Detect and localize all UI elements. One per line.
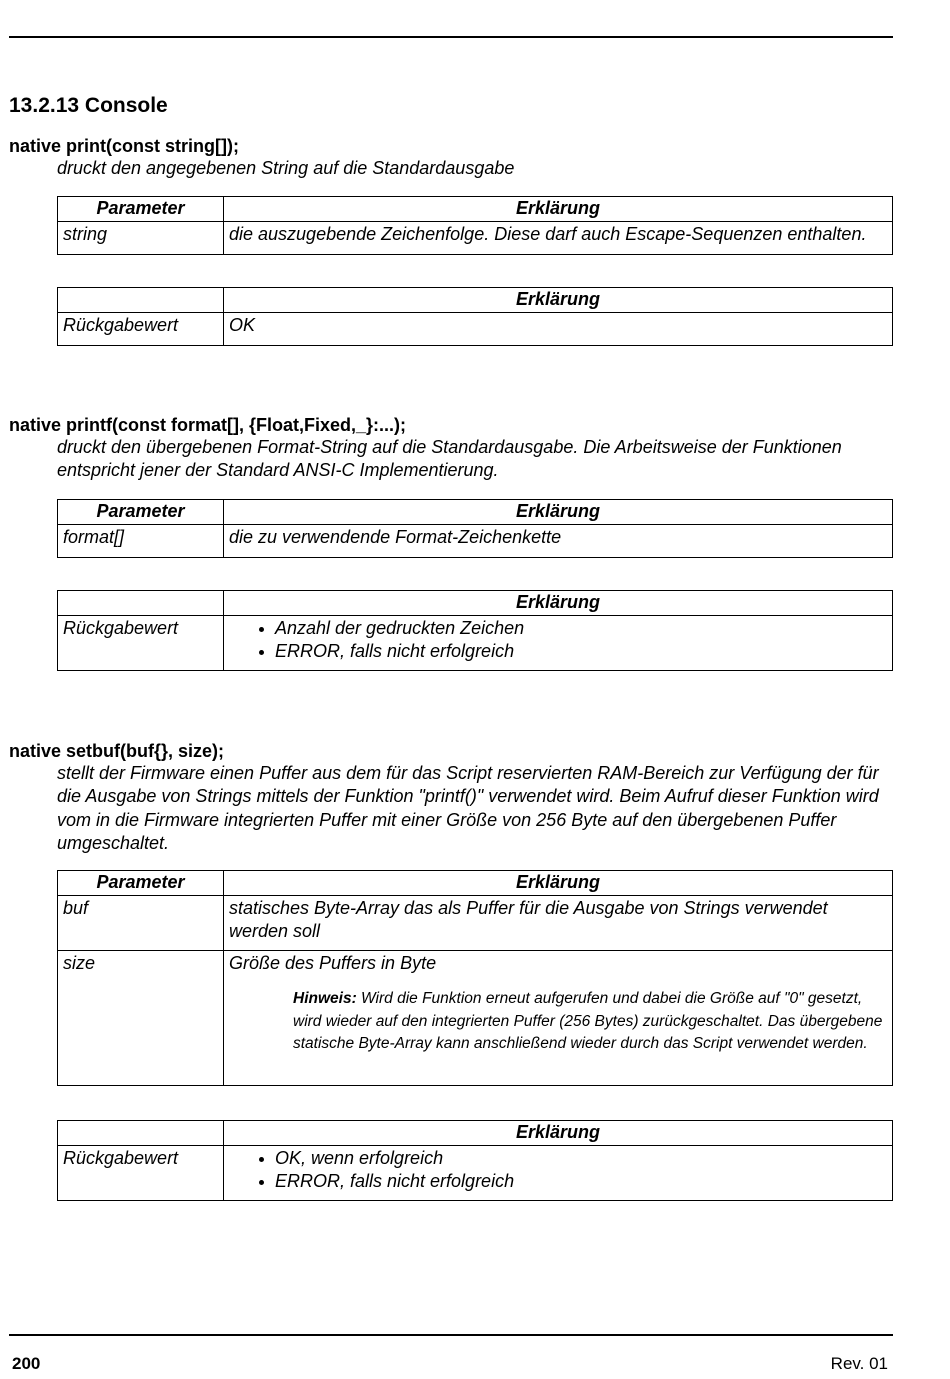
- return-table-setbuf: [57, 1120, 893, 1201]
- param-explanation-text: Größe des Puffers in Byte: [229, 953, 437, 973]
- header-explanation: Erklärung: [224, 197, 893, 222]
- return-value: [224, 616, 893, 671]
- header-parameter: Parameter: [58, 871, 224, 896]
- table-row: [58, 951, 893, 1086]
- return-value: OK: [224, 313, 893, 346]
- footer-rule: [9, 1334, 893, 1336]
- param-explanation: [224, 951, 893, 1086]
- bullet-list: [229, 1147, 887, 1192]
- revision-label: Rev. 01: [830, 1354, 888, 1373]
- hint-note: [293, 988, 887, 1056]
- header-empty: [58, 1121, 224, 1146]
- parameter-table-printf: [57, 499, 893, 558]
- return-table-print: [57, 287, 893, 346]
- table-row: [58, 616, 893, 671]
- return-label: Rückgabewert: [58, 1146, 224, 1201]
- param-name: string: [58, 222, 224, 255]
- table-row: [58, 313, 893, 346]
- header-explanation: Erklärung: [224, 871, 893, 896]
- function-signature-printf: native printf(const format[], {Float,Fixed,_}:...);: [9, 415, 407, 435]
- header-explanation: Erklärung: [224, 591, 893, 616]
- param-name: format[]: [58, 525, 224, 558]
- header-empty: [58, 591, 224, 616]
- hint-label: Hinweis:: [293, 990, 357, 1007]
- header-explanation: Erklärung: [224, 288, 893, 313]
- table-row: [58, 1146, 893, 1201]
- header-parameter: Parameter: [58, 197, 224, 222]
- param-explanation: statisches Byte-Array das als Puffer für die Ausgabe von Strings verwendet werden soll: [224, 896, 893, 951]
- function-signature-setbuf: native setbuf(buf{}, size);: [9, 741, 225, 761]
- return-label: Rückgabewert: [58, 313, 224, 346]
- list-item: ERROR, falls nicht erfolgreich: [259, 640, 887, 663]
- table-row: [58, 222, 893, 255]
- function-description-print: druckt den angegebenen String auf die Standardausgabe: [57, 158, 515, 178]
- hint-text: Wird die Funktion erneut aufgerufen und dabei die Größe auf "0" gesetzt, wird wieder auf den integrierten Puffer (256 Bytes) zurückgeschaltet. Das übergebene statische Byte-Array kann anschließend wieder durch das Script verwendet werden.: [293, 990, 883, 1052]
- header-rule: [9, 36, 893, 38]
- function-description-printf: druckt den übergebenen Format-String auf die Standardausgabe. Die Arbeitsweise der Funktionen entspricht jener der Standard ANSI-C Implementierung.: [57, 437, 842, 481]
- function-signature-print: native print(const string[]);: [9, 136, 239, 156]
- param-name: size: [58, 951, 224, 1086]
- header-explanation: Erklärung: [224, 500, 893, 525]
- return-label: Rückgabewert: [58, 616, 224, 671]
- page-number: 200: [12, 1354, 41, 1373]
- param-name: buf: [58, 896, 224, 951]
- header-parameter: Parameter: [58, 500, 224, 525]
- param-explanation: die zu verwendende Format-Zeichenkette: [224, 525, 893, 558]
- list-item: ERROR, falls nicht erfolgreich: [259, 1170, 887, 1193]
- return-value: [224, 1146, 893, 1201]
- header-explanation: Erklärung: [224, 1121, 893, 1146]
- bullet-list: [229, 617, 887, 662]
- section-title: 13.2.13 Console: [9, 94, 168, 117]
- table-row: [58, 525, 893, 558]
- list-item: OK, wenn erfolgreich: [259, 1147, 887, 1170]
- table-row: [58, 896, 893, 951]
- function-description-setbuf: stellt der Firmware einen Puffer aus dem für das Script reservierten RAM-Bereich zur Verfügung der für die Ausgabe von Strings mittels der Funktion "printf()" verwendet wird. Beim Aufruf dieser Funktion wird vom in die Firmware integrierten Puffer mit einer Größe von 256 Byte auf den übergebenen Puffer umgeschaltet.: [57, 763, 879, 853]
- header-empty: [58, 288, 224, 313]
- list-item: Anzahl der gedruckten Zeichen: [259, 617, 887, 640]
- parameter-table-print: [57, 196, 893, 255]
- parameter-table-setbuf: [57, 870, 893, 1086]
- param-explanation: die auszugebende Zeichenfolge. Diese darf auch Escape-Sequenzen enthalten.: [224, 222, 893, 255]
- return-table-printf: [57, 590, 893, 671]
